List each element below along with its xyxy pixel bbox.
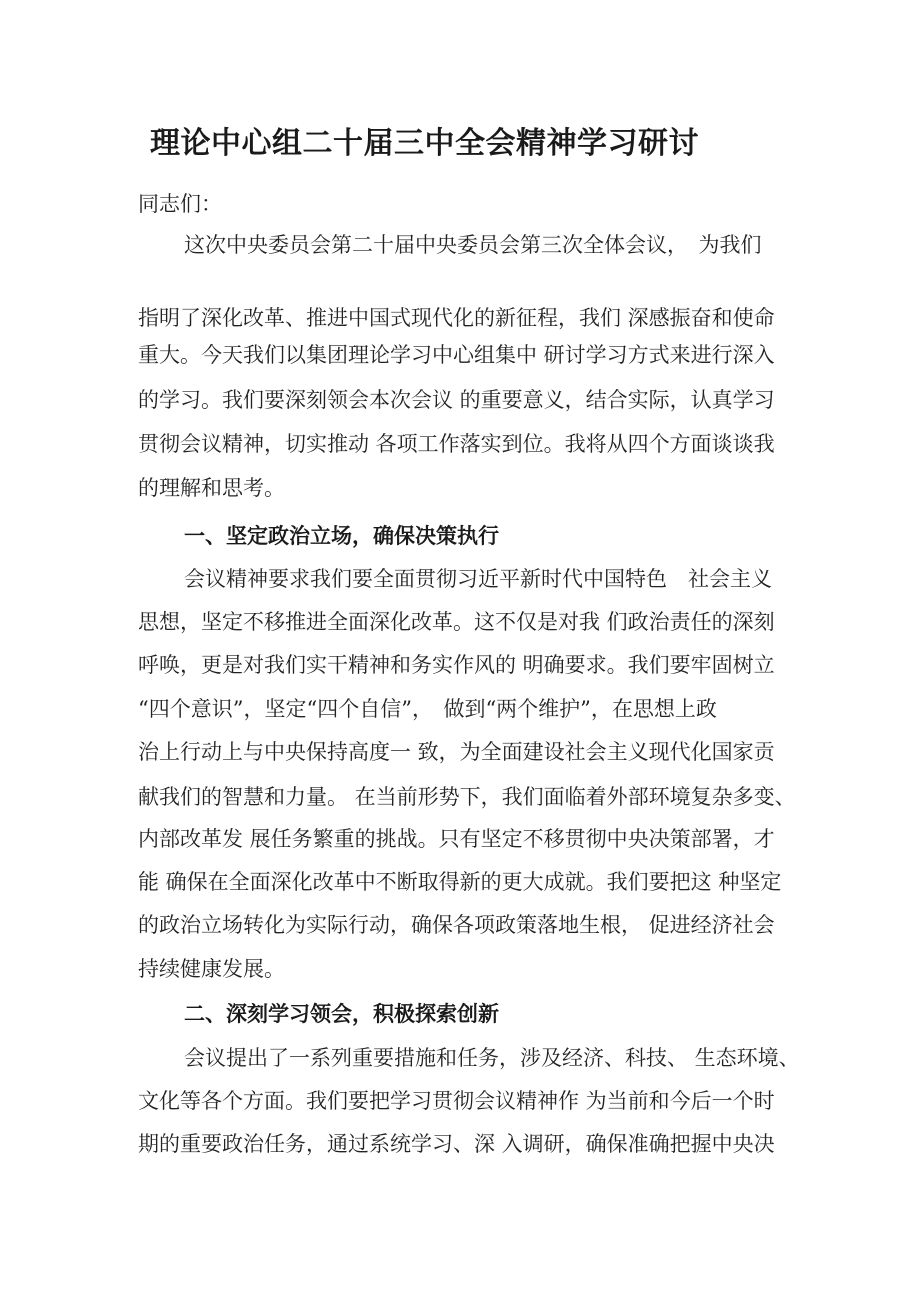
section-1-line: 治上行动上与中央保持高度一 致，为全面建设社会主义现代化国家贡: [138, 740, 775, 764]
section-1-line: 能 确保在全面深化改革中不断取得新的更大成就。我们要把这 种坚定: [138, 870, 782, 894]
section-1-line: 思想，坚定不移推进全面深化改革。这不仅是对我 们政治责任的深刻: [138, 610, 775, 634]
intro-line: 这次中央委员会第二十届中央委员会第三次全体会议， 为我们: [184, 233, 762, 257]
section-1-line: 献我们的智慧和力量。 在当前形势下，我们面临着外部环境复杂多变、: [138, 785, 796, 809]
section-2-line: 期的重要政治任务，通过系统学习、深 入调研，确保准确把握中央决: [138, 1132, 775, 1156]
section-1-line: 内部改革发 展任务繁重的挑战。只有坚定不移贯彻中央决策部署，才: [138, 827, 775, 851]
section-1-line: 持续健康发展。: [138, 957, 285, 981]
section-2-line: 会议提出了一系列重要措施和任务，涉及经济、科技、 生态环境、: [184, 1046, 800, 1070]
salutation: 同志们：: [138, 192, 222, 216]
section-2-line: 文化等各个方面。我们要把学习贯彻会议精神作 为当前和今后一个时: [138, 1089, 775, 1113]
section-1-line: 呼唤，更是对我们实干精神和务实作风的 明确要求。我们要牢固树立: [138, 653, 775, 677]
intro-line: 重大。今天我们以集团理论学习中心组集中 研讨学习方式来进行深入: [138, 343, 775, 367]
section-2-heading: 二、深刻学习领会，积极探索创新: [184, 1002, 499, 1026]
section-1-heading: 一、坚定政治立场，确保决策执行: [184, 524, 499, 548]
document-title: 理论中心组二十届三中全会精神学习研讨: [150, 126, 699, 161]
intro-line: 的学习。我们要深刻领会本次会议 的重要意义，结合实际，认真学习: [138, 388, 775, 412]
intro-line: 指明了深化改革、推进中国式现代化的新征程，我们 深感振奋和使命: [138, 306, 775, 330]
intro-line: 贯彻会议精神，切实推动 各项工作落实到位。我将从四个方面谈谈我: [138, 432, 775, 456]
section-1-line: 的政治立场转化为实际行动，确保各项政策落地生根， 促进经济社会: [138, 913, 775, 937]
intro-line: 的理解和思考。: [138, 476, 285, 500]
section-1-line: “四个意识”，坚定“四个自信”， 做到“两个维护”，在思想上政: [138, 697, 717, 721]
section-1-line: 会议精神要求我们要全面贯彻习近平新时代中国特色 社会主义: [184, 567, 772, 591]
